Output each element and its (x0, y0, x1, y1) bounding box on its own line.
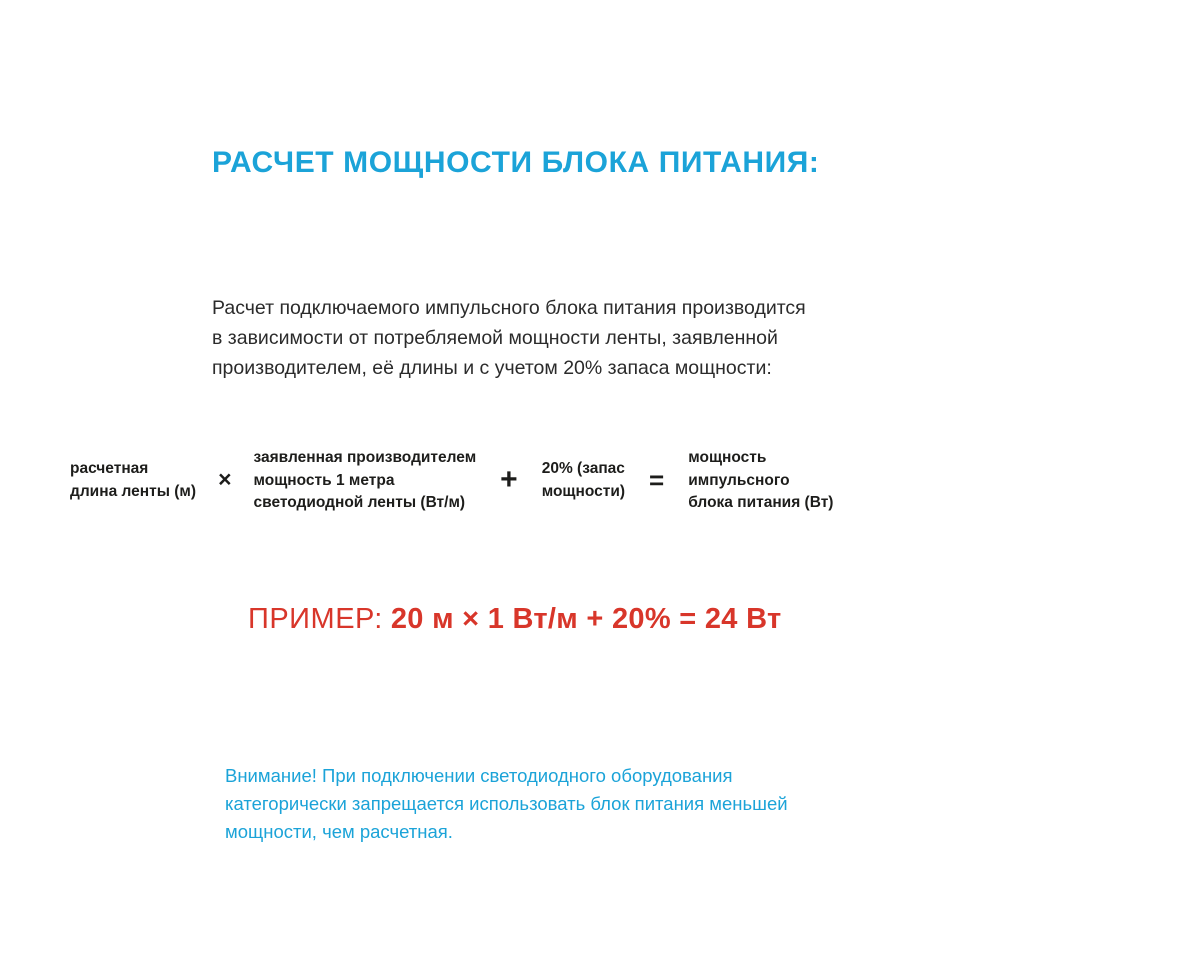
multiply-operator: × (218, 466, 232, 493)
example-value: 20 м × 1 Вт/м + 20% = 24 Вт (390, 603, 782, 635)
term4-line-1: мощность (688, 449, 767, 466)
term2-line-2: мощность 1 метра (253, 471, 395, 489)
term3-line-2: мощности) (541, 482, 626, 500)
warning-line-3: мощности, чем расчетная. (225, 821, 453, 842)
example-label: ПРИМЕР: (248, 603, 383, 635)
formula-term-power-per-meter (254, 447, 477, 515)
page-title: РАСЧЕТ МОЩНОСТИ БЛОКА ПИТАНИЯ: (212, 146, 820, 180)
formula-term-power-reserve (542, 458, 625, 503)
plus-operator: + (500, 462, 518, 496)
warning-note (225, 762, 1045, 846)
term2-line-1: заявленная производителем (253, 449, 477, 466)
warning-line-2: категорически запрещается использовать блок питания меньшей (225, 793, 788, 814)
term3-line-1: 20% (запас (541, 460, 625, 478)
intro-line-2: в зависимости от потребляемой мощности ленты, заявленной (212, 327, 778, 349)
warning-line-1: Внимание! При подключении светодиодного оборудования (225, 765, 733, 786)
term2-line-3: светодиодной ленты (Вт/м) (253, 494, 466, 511)
example-line (248, 603, 781, 636)
term1-line-1: расчетная (70, 460, 149, 478)
power-formula (70, 447, 1150, 515)
formula-term-tape-length (70, 458, 196, 503)
intro-paragraph (212, 293, 1032, 383)
term1-line-2: длина ленты (м) (70, 482, 197, 500)
equals-operator: = (649, 464, 665, 495)
intro-line-3: производителем, её длины и с учетом 20% запаса мощности: (212, 357, 772, 379)
intro-line-1: Расчет подключаемого импульсного блока питания производится (212, 297, 806, 319)
term4-line-2: импульсного (688, 471, 790, 489)
term4-line-3: блока питания (Вт) (688, 494, 834, 511)
formula-term-psu-power (688, 447, 833, 515)
